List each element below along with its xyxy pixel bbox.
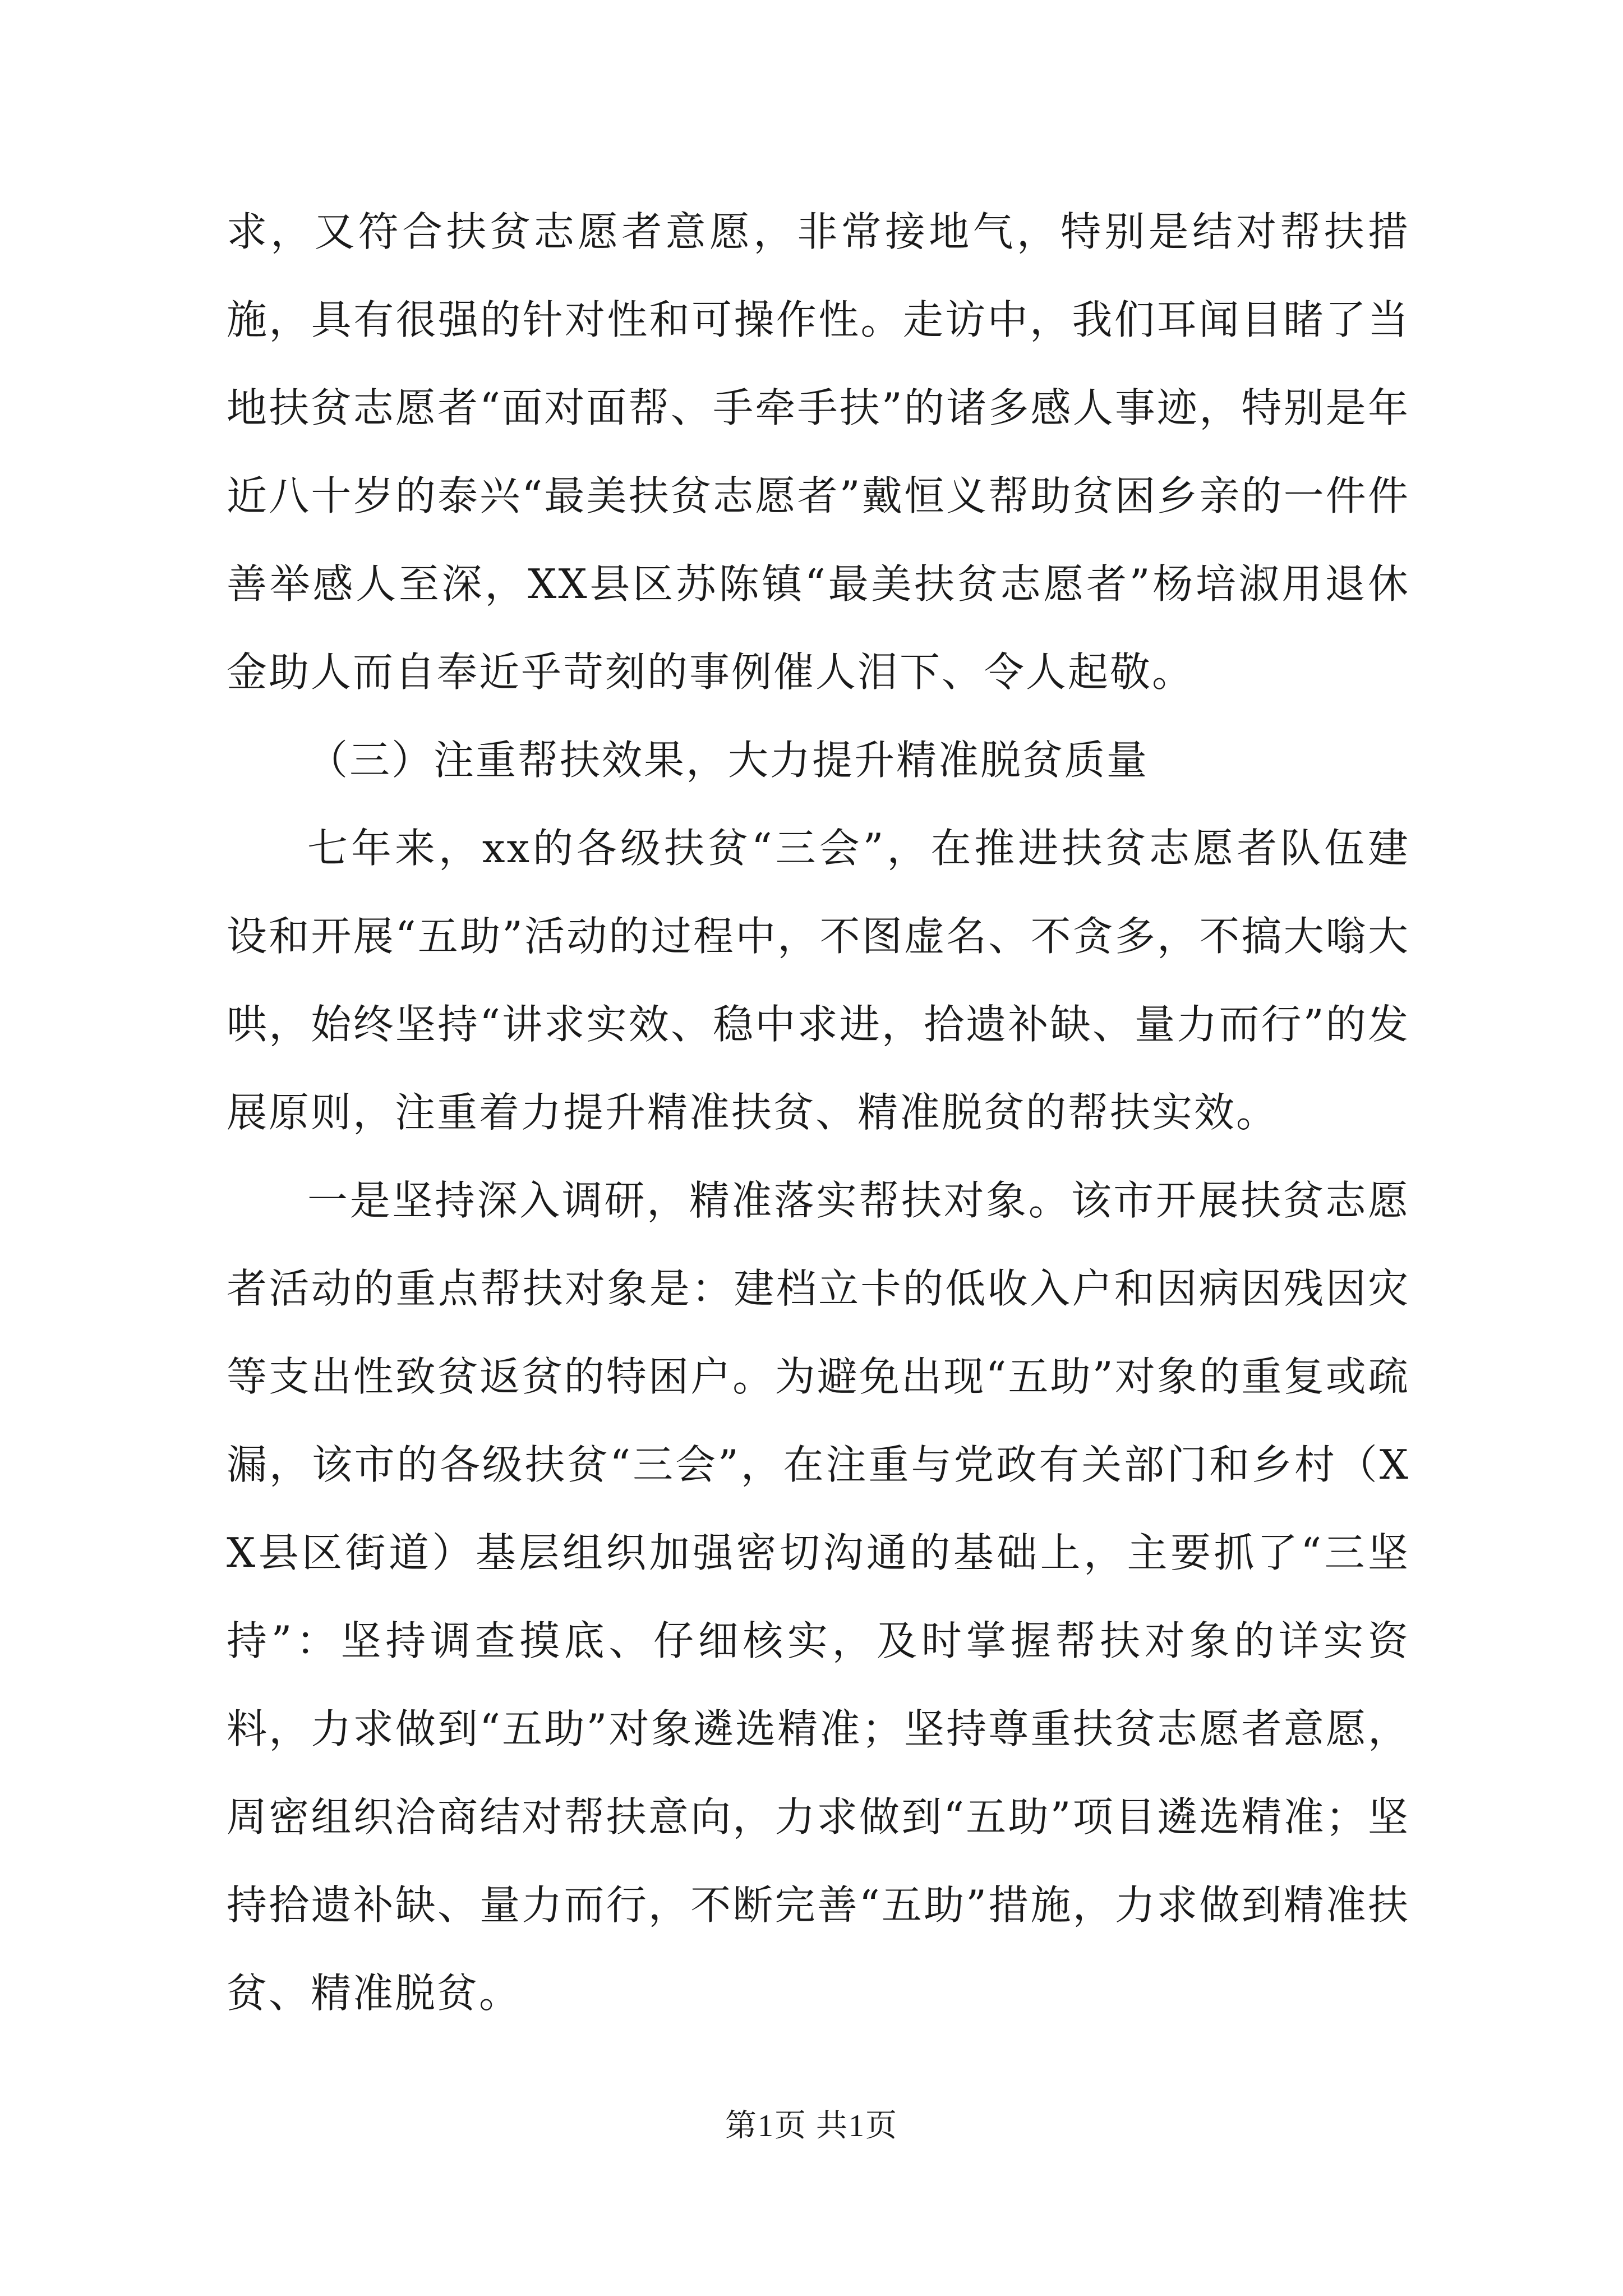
paragraph-first-point: 一是坚持深入调研，精准落实帮扶对象。该市开展扶贫志愿者活动的重点帮扶对象是：建档立卡的低收入户和因病因残因灾等支出性致贫返贫的特困户。为避免出现“五助”对象的重复或疏漏，该市的各级扶贫“三会”，在注重与党政有关部门和乡村（XX县区街道）基层组织加强密切沟通的基础上，主要抓了“三坚持”：坚持调查摸底、仔细核实，及时掌握帮扶对象的详实资料，力求做到“五助”对象遴选精准；坚持尊重扶贫志愿者意愿，周密组织洽商结对帮扶意向，力求做到“五助”项目遴选精准；坚持拾遗补缺、量力而行，不断完善“五助”措施，力求做到精准扶贫、精准脱贫。 — [227, 1177, 1410, 2017]
paragraph-continuation: 求，又符合扶贫志愿者意愿，非常接地气，特别是结对帮扶措施，具有很强的针对性和可操作性。走访中，我们耳闻目睹了当地扶贫志愿者“面对面帮、手牵手扶”的诸多感人事迹，特别是年近八十岁的泰兴“最美扶贫志愿者”戴恒义帮助贫困乡亲的一件件善举感人至深，XX县区苏陈镇“最美扶贫志愿者”杨培淑用退休金助人而自奉近乎苛刻的事例催人泪下、令人起敬。 — [227, 208, 1410, 696]
paragraph-seven-years: 七年来，xx的各级扶贫“三会”，在推进扶贫志愿者队伍建设和开展“五助”活动的过程中，不图虚名、不贪多，不搞大嗡大哄，始终坚持“讲求实效、稳中求进，拾遗补缺、量力而行”的发展原则，注重着力提升精准扶贫、精准脱贫的帮扶实效。 — [227, 825, 1410, 1136]
document-body — [227, 188, 1410, 2037]
section-heading: （三）注重帮扶效果，大力提升精准脱贫质量 — [307, 737, 1149, 784]
page-footer: 第1页 共1页 — [725, 2109, 898, 2143]
